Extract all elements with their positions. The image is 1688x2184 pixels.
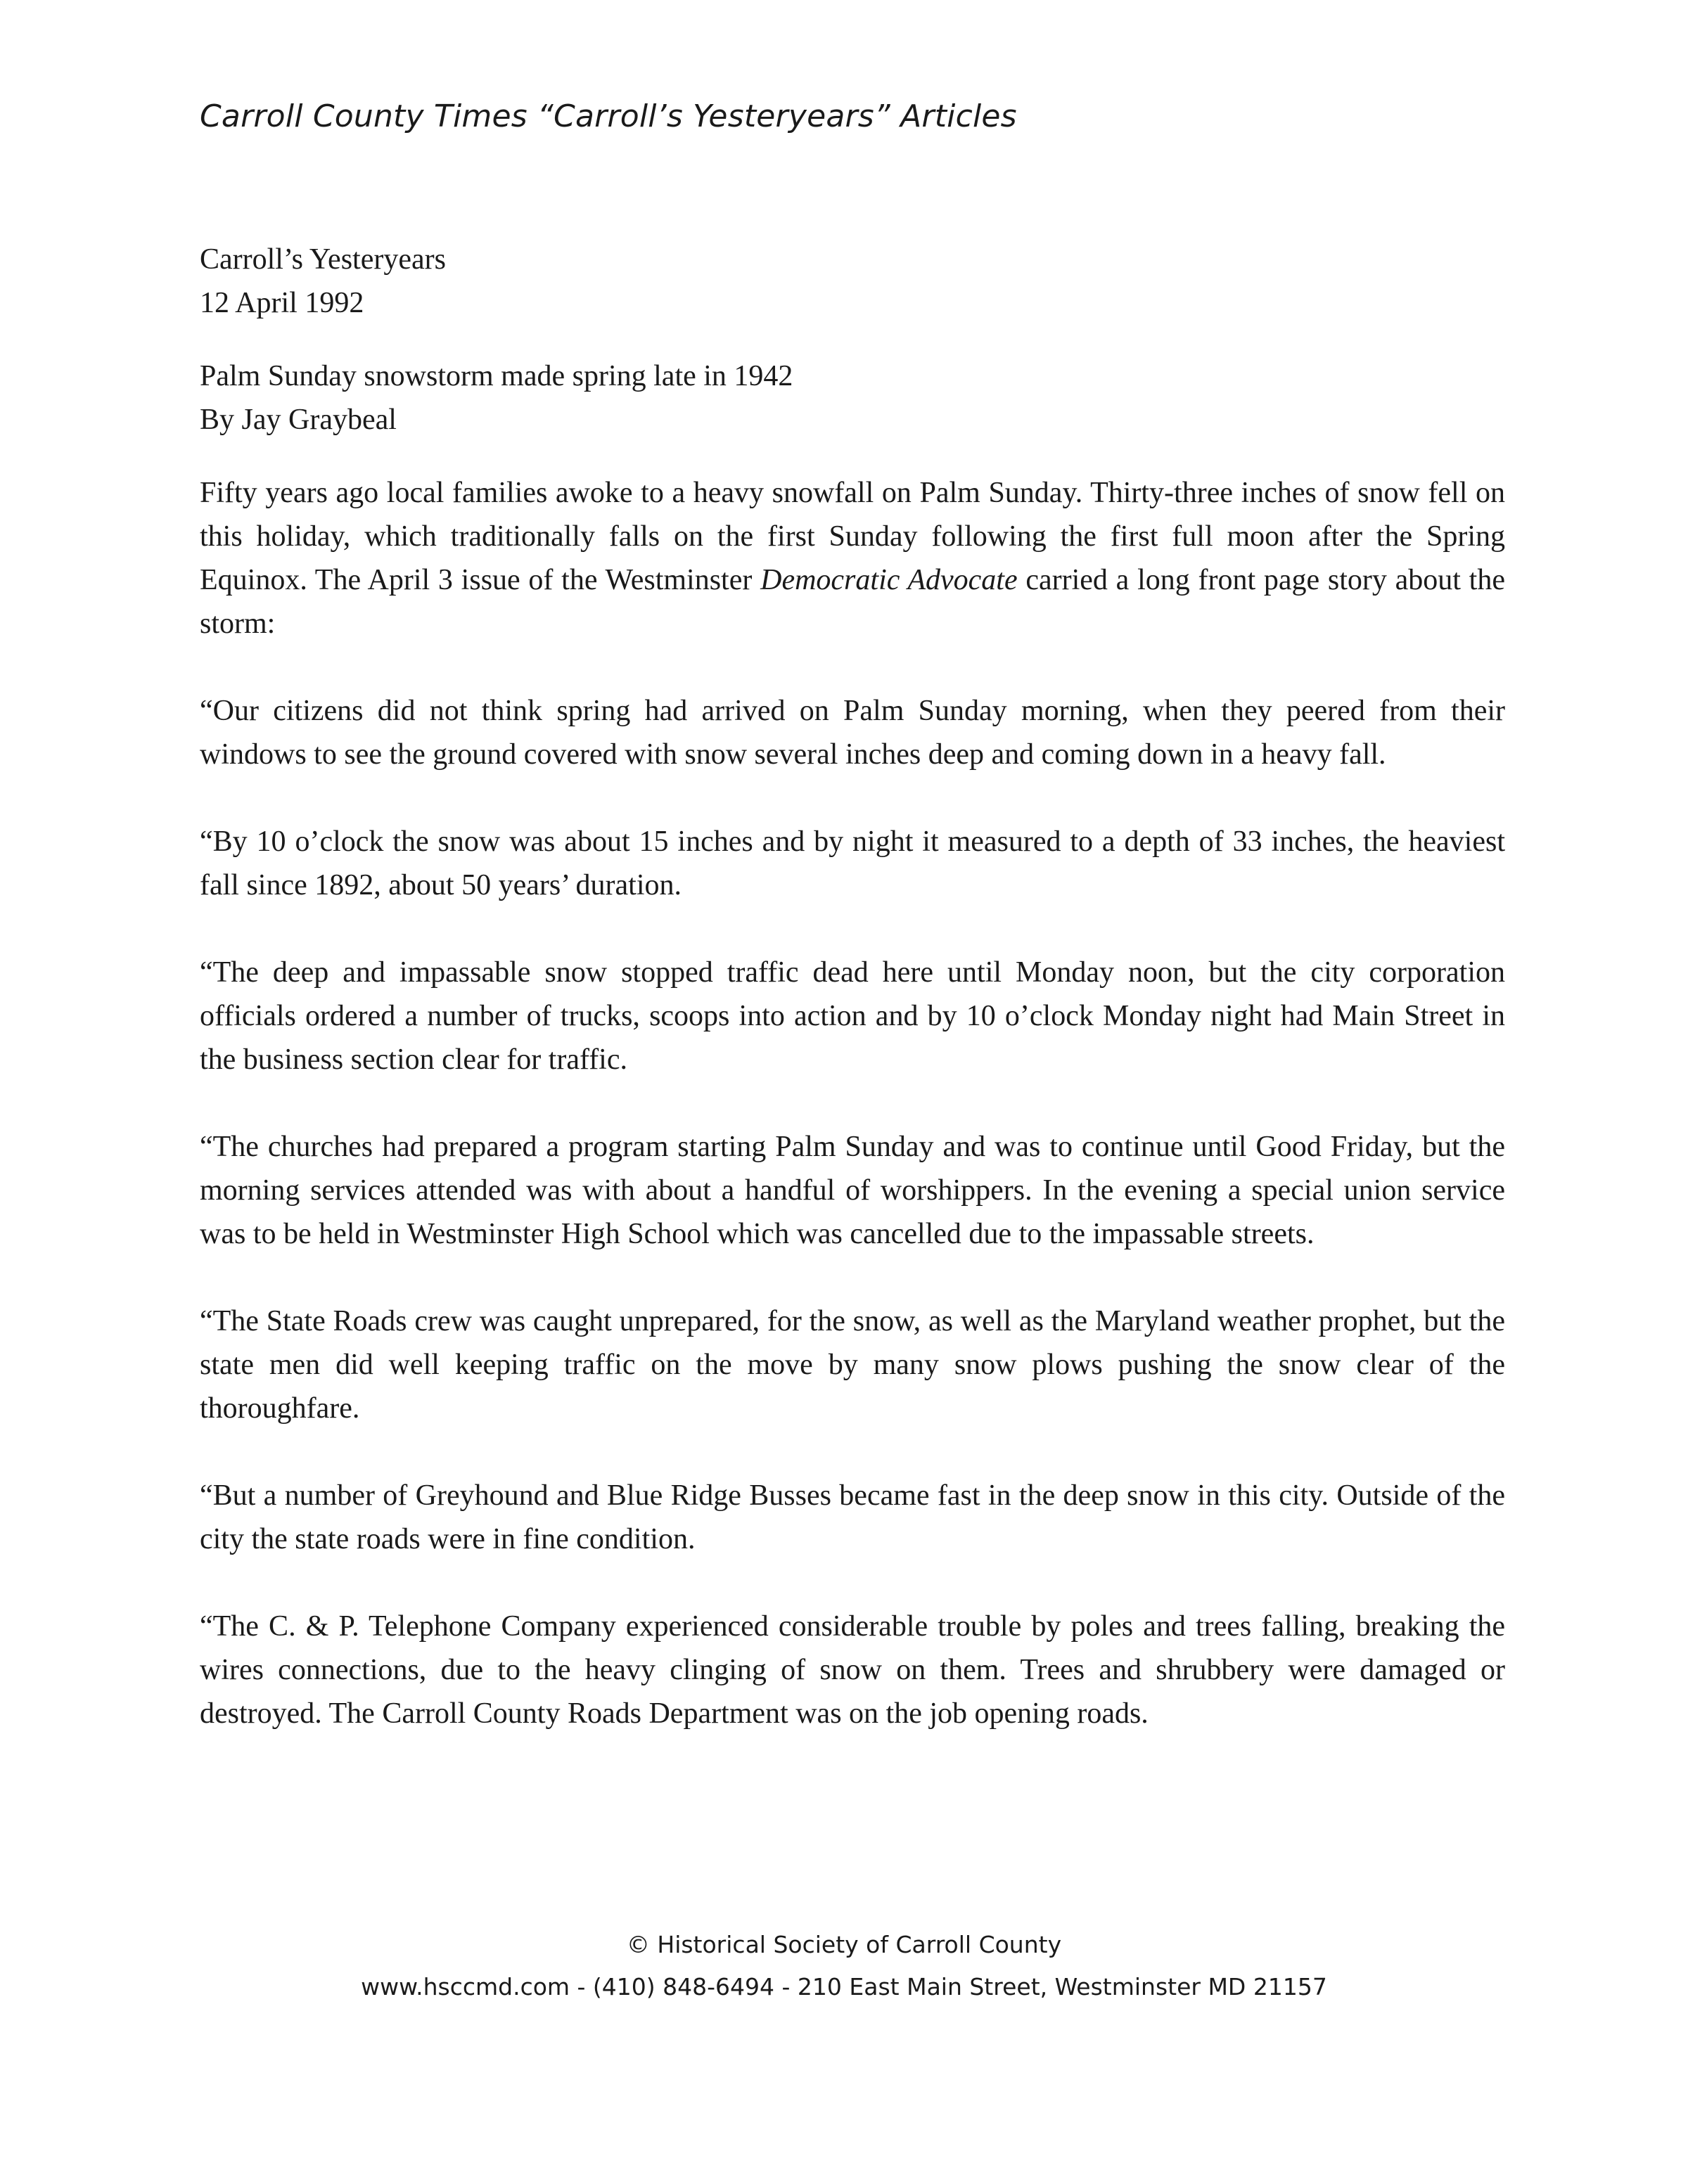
footer-contact: www.hsccmd.com - (410) 848-6494 - 210 East Main Street, Westminster MD 21157: [361, 1973, 1327, 2000]
quote-paragraph: “But a number of Greyhound and Blue Ridge Busses became fast in the deep snow in this city. Outside of the city the state roads were in fine condition.: [200, 1479, 1505, 1555]
quote-paragraph: “The State Roads crew was caught unprepared, for the snow, as well as the Maryland weather prophet, but the state men did well keeping traffic on the move by many snow plows pushing the snow clear of the thoroughfare.: [200, 1305, 1505, 1425]
quote-paragraph: “By 10 o’clock the snow was about 15 inches and by night it measured to a depth of 33 inches, the heaviest fall since 1892, about 50 years’ duration.: [200, 826, 1505, 901]
quote-paragraph: “The deep and impassable snow stopped traffic dead here until Monday noon, but the city corporation officials ordered a number of trucks, scoops into action and by 10 o’clock Monday night had Main Street in the business section clear for traffic.: [200, 956, 1505, 1076]
quote-paragraph: “The churches had prepared a program starting Palm Sunday and was to continue until Good Friday, but the morning services attended was with about a handful of worshippers. In the evening a special union service was to be held in Westminster High School which was cancelled due to the impassable streets.: [200, 1131, 1505, 1250]
intro-text-after: carried a long front page story about the storm:: [200, 564, 1505, 640]
footer-copyright: © Historical Society of Carroll County: [626, 1931, 1062, 1958]
publication-name: Democratic Advocate: [760, 564, 1018, 596]
quote-paragraph: “Our citizens did not think spring had arrived on Palm Sunday morning, when they peered from their windows to see the ground covered with snow several inches deep and coming down in a heavy fall.: [200, 695, 1505, 771]
quote-paragraph: “The C. & P. Telephone Company experienced considerable trouble by poles and trees falling, breaking the wires connections, due to the heavy clinging of snow on them. Trees and shrubbery were damaged or destroyed. The Carroll County Roads Department was on the job opening roads.: [200, 1610, 1505, 1730]
headline-block: [200, 354, 1505, 442]
article-headline: Palm Sunday snowstorm made spring late in 1942: [200, 360, 793, 392]
column-name: Carroll’s Yesteryears: [200, 243, 446, 276]
page-footer: [0, 1924, 1688, 2008]
page-header-title: Carroll County Times “Carroll’s Yesteryears” Articles: [200, 98, 1017, 134]
intro-paragraph: [200, 471, 1505, 645]
intro-text-before: Fifty years ago local families awoke to a heavy snowfall on Palm Sunday. Thirty-three inches of snow fell on this holiday, which traditionally falls on the first Sunday following the first full moon after the Spring Equinox. The April 3 issue of the Westminster: [200, 477, 1505, 596]
article-byline: By Jay Graybeal: [200, 404, 397, 436]
article-body: [200, 238, 1505, 1779]
article-date: 12 April 1992: [200, 287, 364, 319]
column-info: [200, 238, 1505, 325]
